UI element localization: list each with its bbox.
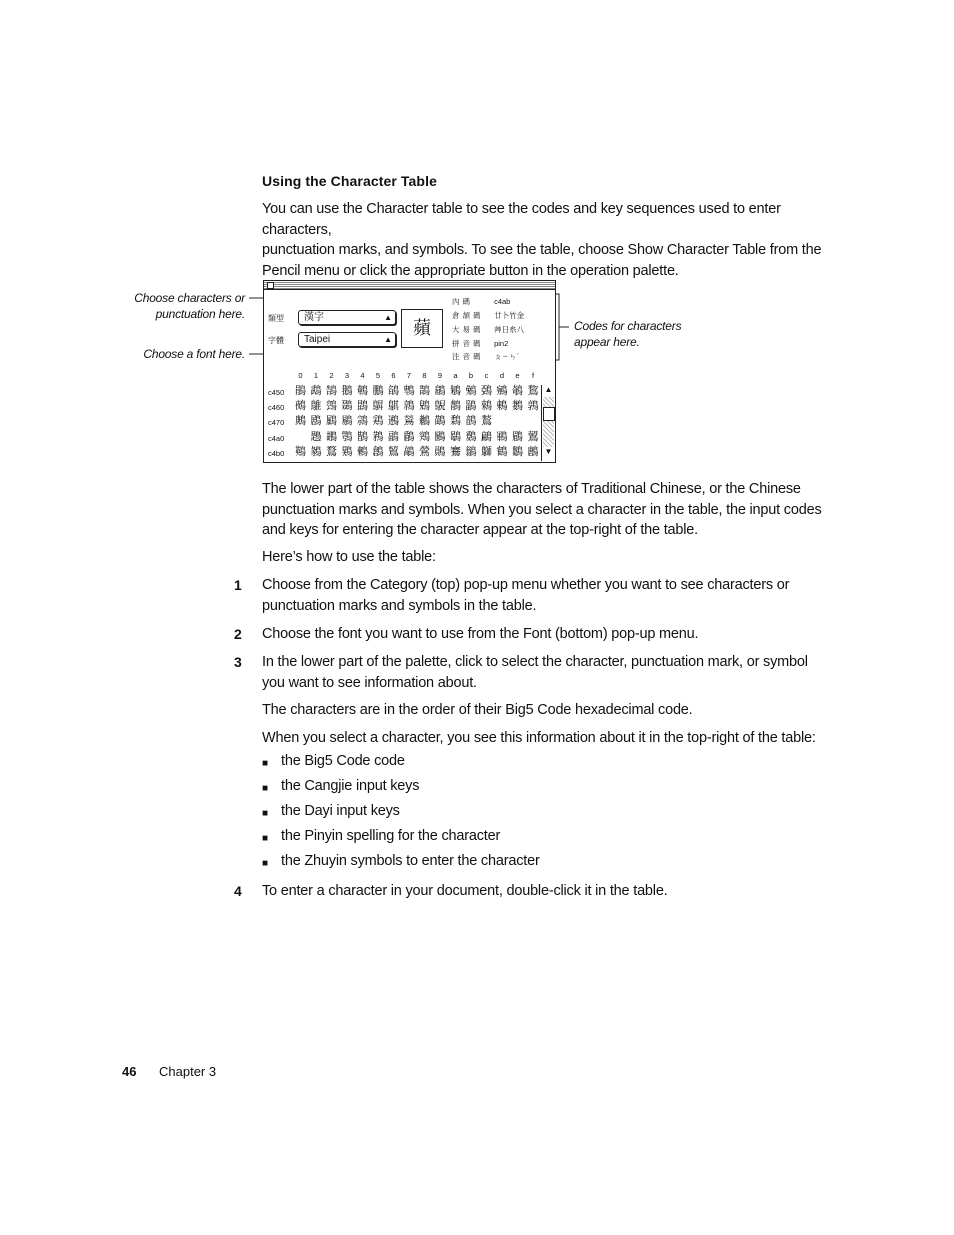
character-cell[interactable]: 鶁 bbox=[403, 400, 415, 413]
character-cell[interactable]: 鶑 bbox=[403, 415, 415, 428]
callout-codes bbox=[574, 318, 714, 350]
para-line: and keys for entering the character appear at the top-right of the table. bbox=[262, 522, 698, 538]
step-line: Choose the font you want to use from the Font (bottom) pop-up menu. bbox=[262, 626, 699, 642]
scroll-up-arrow-icon[interactable]: ▲︎ bbox=[544, 385, 553, 394]
step-text bbox=[262, 624, 822, 645]
intro-line: punctuation marks, and symbols. To see the table, choose Show Character Table from the bbox=[262, 242, 822, 258]
character-cell[interactable]: 鶀 bbox=[388, 400, 399, 413]
character-cell[interactable]: 鶰 bbox=[434, 445, 446, 458]
bullet-icon: ■ bbox=[262, 858, 269, 869]
character-cell[interactable]: 鶬 bbox=[372, 445, 384, 458]
character-cell[interactable]: 鶂 bbox=[419, 400, 430, 413]
character-cell[interactable]: 鵺 bbox=[295, 400, 306, 413]
column-header: 2 bbox=[329, 371, 334, 380]
column-header: c bbox=[484, 371, 489, 380]
character-cell[interactable]: 鵻 bbox=[310, 400, 322, 413]
character-cell[interactable]: 鶌 bbox=[326, 415, 337, 428]
step-line: Choose from the Category (top) pop-up menu whether you want to see characters or bbox=[262, 577, 790, 593]
column-header: 4 bbox=[360, 371, 365, 380]
character-cell[interactable]: 鶜 bbox=[372, 430, 384, 443]
character-cell[interactable]: 鶥 bbox=[512, 430, 523, 443]
character-cell[interactable]: 鶱 bbox=[450, 445, 461, 458]
callout-line: Choose characters or bbox=[134, 291, 245, 305]
info-key: 內碼 bbox=[452, 297, 473, 306]
character-cell[interactable]: 鶢 bbox=[465, 430, 477, 443]
info-value: pin2 bbox=[494, 339, 509, 348]
character-cell[interactable]: 鶟 bbox=[419, 430, 430, 443]
column-header: 5 bbox=[375, 371, 381, 380]
character-cell[interactable]: 鵝 bbox=[341, 385, 353, 397]
step-line: you want to see information about. bbox=[262, 674, 477, 691]
info-value: c4ab bbox=[494, 297, 511, 306]
section-heading: Using the Character Table bbox=[262, 173, 437, 189]
column-header: 3 bbox=[344, 371, 350, 380]
para-line: The lower part of the table shows the characters of Traditional Chinese, or the Chinese bbox=[262, 481, 801, 497]
character-cell[interactable]: 鶈 bbox=[512, 400, 523, 413]
bullet-icon: ■ bbox=[262, 808, 269, 819]
character-cell[interactable]: 鶚 bbox=[341, 430, 353, 443]
character-cell[interactable]: 鶛 bbox=[357, 430, 368, 443]
character-cell[interactable]: 鶣 bbox=[481, 430, 492, 443]
info-value: 艸日糸八 bbox=[494, 325, 525, 334]
info-value: 廿卜竹金 bbox=[494, 311, 525, 320]
character-cell[interactable]: 鶡 bbox=[450, 430, 461, 443]
info-row-dayi bbox=[452, 324, 524, 335]
info-row-big5 bbox=[452, 296, 510, 307]
character-cell[interactable]: 鵸 bbox=[512, 385, 523, 397]
howto-text: Here’s how to use the table: bbox=[262, 549, 436, 565]
bullet-icon: ■ bbox=[262, 833, 269, 844]
character-cell[interactable]: 鵠 bbox=[326, 385, 337, 397]
character-cell[interactable]: 鶦 bbox=[527, 430, 539, 443]
row-code-label: c450 bbox=[268, 388, 285, 397]
character-cell[interactable]: 鵑 bbox=[295, 385, 306, 397]
info-key: 倉頡碼 bbox=[452, 311, 484, 320]
character-cell[interactable]: 鵮 bbox=[388, 385, 399, 397]
column-header: d bbox=[499, 371, 505, 380]
bullet-icon: ■ bbox=[262, 758, 269, 769]
character-cell[interactable]: 鶃 bbox=[434, 400, 446, 413]
character-cell[interactable]: 鵪 bbox=[357, 385, 368, 397]
info-key: 大易碼 bbox=[452, 325, 484, 334]
bullet-item: the Dayi input keys bbox=[281, 803, 400, 819]
category-value: 漢字 bbox=[304, 312, 324, 323]
selected-character-preview: 蘋 bbox=[401, 309, 443, 348]
row-code-label: c470 bbox=[268, 418, 285, 428]
character-cell[interactable]: 鶨 bbox=[310, 445, 322, 458]
column-header: f bbox=[531, 371, 535, 380]
row-code-label: c4a0 bbox=[268, 433, 285, 443]
character-cell[interactable]: 鶠 bbox=[434, 430, 446, 443]
column-header: 6 bbox=[391, 371, 396, 380]
callout-line: appear here. bbox=[574, 335, 640, 349]
character-cell[interactable]: 鶘 bbox=[326, 430, 337, 443]
close-box-icon[interactable] bbox=[267, 282, 274, 289]
popup-arrows-icon: ▲︎ bbox=[384, 335, 392, 344]
character-cell[interactable]: 鶖 bbox=[481, 415, 492, 428]
column-header: 9 bbox=[437, 371, 443, 380]
character-cell[interactable]: 鶄 bbox=[450, 400, 461, 413]
info-row-cangjie bbox=[452, 310, 524, 321]
column-header: b bbox=[468, 371, 474, 380]
character-cell[interactable]: 鵿 bbox=[372, 400, 384, 413]
character-cell[interactable]: 鶉 bbox=[527, 400, 539, 413]
character-cell[interactable]: 鵽 bbox=[341, 400, 353, 413]
character-cell[interactable]: 鶍 bbox=[341, 415, 353, 428]
character-cell[interactable]: 鶵 bbox=[512, 445, 523, 458]
character-cell[interactable]: 鶊 bbox=[295, 415, 306, 428]
step-line: In the lower part of the palette, click to select the character, punctuation mark, or symbol bbox=[262, 654, 808, 670]
character-cell[interactable]: 鶋 bbox=[310, 415, 322, 428]
column-header: 8 bbox=[422, 371, 427, 380]
character-cell[interactable]: 鵲 bbox=[419, 385, 430, 397]
character-cell[interactable]: 鵴 bbox=[450, 385, 461, 397]
info-value: ㄆㄧㄣˊ bbox=[494, 352, 520, 361]
character-cell[interactable]: 鶤 bbox=[496, 430, 508, 443]
window-title-bar[interactable] bbox=[264, 281, 555, 290]
step-number: 3 bbox=[234, 654, 242, 670]
step-number: 1 bbox=[234, 577, 242, 593]
character-cell[interactable]: 鶔 bbox=[450, 415, 461, 428]
character-cell[interactable]: 鵵 bbox=[465, 385, 477, 397]
bullet-item: the Cangjie input keys bbox=[281, 778, 420, 794]
character-cell[interactable]: 鶭 bbox=[388, 445, 399, 458]
info-key: 注音碼 bbox=[452, 352, 484, 361]
character-cell[interactable]: 鶯 bbox=[419, 445, 430, 458]
character-cell[interactable]: 鵶 bbox=[481, 385, 492, 397]
column-header: 1 bbox=[313, 371, 319, 380]
character-cell[interactable]: 鶇 bbox=[496, 400, 508, 413]
character-cell[interactable]: 鶏 bbox=[372, 415, 384, 428]
callout-line: Codes for characters bbox=[574, 319, 682, 333]
character-cell[interactable]: 鵹 bbox=[527, 385, 539, 397]
character-cell[interactable]: 鶒 bbox=[419, 415, 430, 428]
character-cell[interactable]: 鶩 bbox=[326, 445, 337, 458]
font-value: Taipei bbox=[304, 334, 331, 345]
character-cell[interactable]: 鶕 bbox=[465, 415, 477, 428]
scroll-track[interactable] bbox=[543, 397, 554, 447]
character-cell[interactable]: 鶅 bbox=[465, 400, 477, 413]
vertical-scrollbar[interactable] bbox=[541, 385, 555, 461]
page-number: 46 bbox=[122, 1064, 137, 1079]
chapter-label: Chapter 3 bbox=[159, 1064, 217, 1079]
character-cell[interactable]: 鶗 bbox=[310, 430, 322, 443]
character-cell[interactable]: 鶐 bbox=[388, 415, 399, 428]
intro-line: Pencil menu or click the appropriate button in the operation palette. bbox=[262, 262, 679, 279]
bullet-item: the Big5 Code code bbox=[281, 753, 405, 769]
character-cell[interactable]: 鶫 bbox=[357, 445, 368, 458]
character-cell[interactable]: 鵳 bbox=[434, 385, 446, 397]
para-line: punctuation marks and symbols. When you select a character in the table, the input codes bbox=[262, 501, 822, 518]
callout-font: Choose a font here. bbox=[143, 347, 245, 361]
character-cell[interactable]: 鶳 bbox=[481, 445, 492, 458]
intro-line: You can use the Character table to see the codes and key sequences used to enter characters, bbox=[262, 201, 781, 238]
step-text bbox=[262, 652, 822, 693]
scroll-down-arrow-icon[interactable]: ▼︎ bbox=[544, 447, 553, 456]
category-label: 類型 bbox=[268, 314, 284, 323]
row-code-label: c460 bbox=[268, 403, 285, 413]
character-cell[interactable]: 鶶 bbox=[527, 445, 539, 458]
popup-arrows-icon: ▲︎ bbox=[384, 313, 392, 322]
bullet-item: the Pinyin spelling for the character bbox=[281, 828, 501, 844]
character-table-window bbox=[263, 280, 556, 463]
bullet-icon: ■ bbox=[262, 783, 269, 794]
character-cell[interactable]: 鵡 bbox=[310, 385, 322, 397]
character-cell[interactable]: 鶧 bbox=[295, 445, 306, 458]
character-cell[interactable]: 鶴 bbox=[496, 445, 508, 458]
step-line: punctuation marks and symbols in the table. bbox=[262, 597, 537, 614]
order-note: The characters are in the order of their Big5 Code hexadecimal code. bbox=[262, 702, 693, 718]
body-paragraph bbox=[262, 479, 822, 541]
character-cell[interactable]: 鵬 bbox=[372, 385, 384, 397]
font-popup[interactable] bbox=[298, 332, 396, 347]
callout-line: punctuation here. bbox=[155, 307, 245, 321]
character-cell[interactable]: 鶪 bbox=[341, 445, 353, 458]
character-cell[interactable]: 鵯 bbox=[403, 385, 415, 397]
info-row-zhuyin bbox=[452, 351, 519, 362]
character-cell[interactable]: 鵷 bbox=[496, 385, 508, 397]
category-popup[interactable] bbox=[298, 310, 396, 325]
callout-category bbox=[110, 290, 245, 322]
character-cell[interactable]: 鶝 bbox=[388, 430, 399, 443]
font-label: 字體 bbox=[268, 336, 284, 345]
character-cell[interactable]: 鵼 bbox=[326, 400, 337, 413]
character-cell[interactable]: 鶲 bbox=[465, 445, 477, 458]
character-cell[interactable]: 鶞 bbox=[403, 430, 415, 443]
column-header: 7 bbox=[406, 371, 412, 380]
column-header: 0 bbox=[298, 371, 303, 380]
row-code-label: c4b0 bbox=[268, 448, 285, 458]
step-text: To enter a character in your document, double-click it in the table. bbox=[262, 883, 668, 899]
column-header: a bbox=[453, 371, 458, 380]
scroll-thumb[interactable] bbox=[543, 407, 555, 421]
step-number: 2 bbox=[234, 626, 242, 642]
column-header: e bbox=[515, 371, 520, 380]
character-cell[interactable]: 鵾 bbox=[357, 400, 368, 413]
step-number: 4 bbox=[234, 883, 242, 899]
character-cell[interactable]: 鶆 bbox=[481, 400, 492, 413]
bullet-item: the Zhuyin symbols to enter the character bbox=[281, 853, 540, 869]
character-cell[interactable]: 鶓 bbox=[434, 415, 446, 428]
step-text bbox=[262, 575, 822, 616]
info-row-pinyin bbox=[452, 338, 508, 349]
character-cell[interactable]: 鶎 bbox=[357, 415, 368, 428]
select-note: When you select a character, you see this information about it in the top-right of the table: bbox=[262, 730, 816, 746]
character-cell[interactable]: 鶮 bbox=[403, 445, 415, 458]
info-key: 拼音碼 bbox=[452, 339, 484, 348]
